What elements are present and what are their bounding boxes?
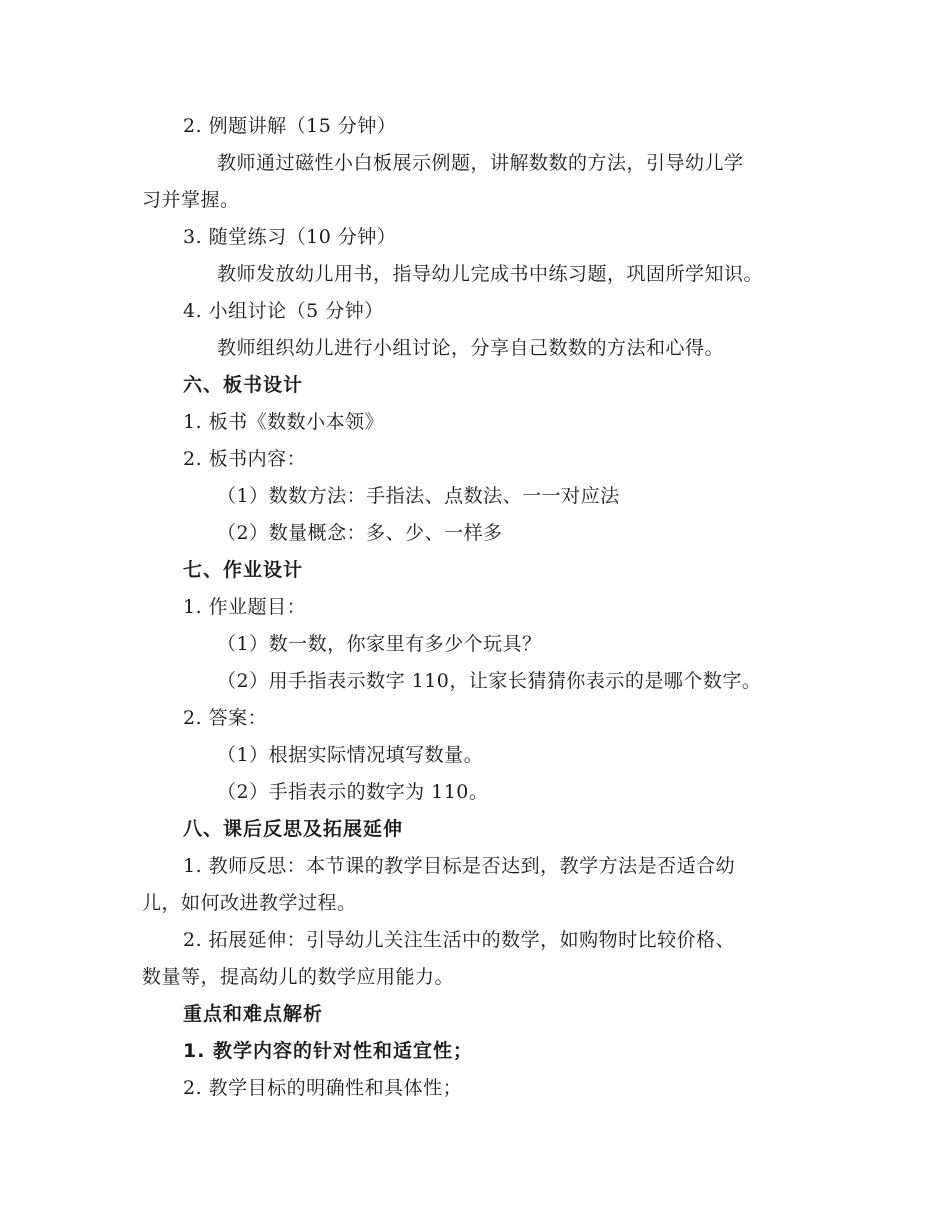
sub-list-item: （2）用手指表示数字 110，让家长猜猜你表示的是哪个数字。 xyxy=(217,670,762,692)
key-point-item-2: 2. 教学目标的明确性和具体性； xyxy=(183,1077,463,1099)
paragraph-line: 教师发放幼儿用书，指导幼儿完成书中练习题，巩固所学知识。 xyxy=(217,263,764,285)
paragraph-line: 习并掌握。 xyxy=(142,189,240,211)
sub-list-item: （2）手指表示的数字为 110。 xyxy=(217,781,489,803)
section-heading-8: 八、课后反思及拓展延伸 xyxy=(183,818,404,840)
section-heading-6: 六、板书设计 xyxy=(183,374,304,396)
list-item: 1. 作业题目： xyxy=(183,596,307,618)
paragraph-line: 2. 拓展延伸：引导幼儿关注生活中的数学，如购物时比较价格、 xyxy=(183,929,736,951)
list-item: 2. 答案： xyxy=(183,707,268,729)
item-2-example-explanation: 2. 例题讲解（15 分钟） xyxy=(183,115,397,137)
paragraph-line: 儿，如何改进教学过程。 xyxy=(142,892,357,914)
sub-list-item: （1）根据实际情况填写数量。 xyxy=(217,744,484,766)
key-point-item-1: 1. 教学内容的针对性和适宜性； xyxy=(183,1040,474,1062)
item-4-group-discussion: 4. 小组讨论（5 分钟） xyxy=(183,300,384,322)
paragraph-line: 1. 教师反思：本节课的教学目标是否达到，教学方法是否适合幼 xyxy=(183,855,736,877)
paragraph-line: 数量等，提高幼儿的数学应用能力。 xyxy=(142,966,455,988)
item-3-class-practice: 3. 随堂练习（10 分钟） xyxy=(183,226,397,248)
section-heading-key-points: 重点和难点解析 xyxy=(183,1003,324,1025)
sub-list-item: （1）数一数，你家里有多少个玩具？ xyxy=(217,633,542,655)
sub-list-item: （2）数量概念：多、少、一样多 xyxy=(217,522,503,544)
list-item: 1. 板书《数数小本领》 xyxy=(183,411,385,433)
paragraph-line: 教师组织幼儿进行小组讨论，分享自己数数的方法和心得。 xyxy=(217,337,725,359)
section-heading-7: 七、作业设计 xyxy=(183,559,304,581)
sub-list-item: （1）数数方法：手指法、点数法、一一对应法 xyxy=(217,485,620,507)
list-item: 2. 板书内容： xyxy=(183,448,307,470)
paragraph-line: 教师通过磁性小白板展示例题，讲解数数的方法，引导幼儿学 xyxy=(217,152,744,174)
